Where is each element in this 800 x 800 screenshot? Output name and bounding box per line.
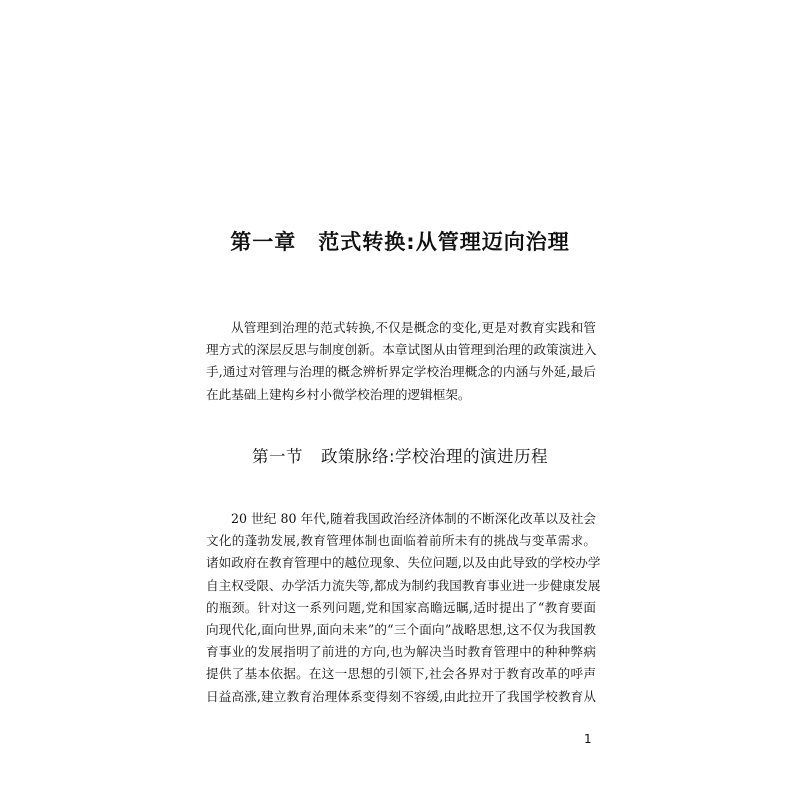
intro-line: 从管理到治理的范式转换,不仅是概念的变化,更是对教育实践和管 [231,320,596,335]
page-number: 1 [584,732,592,746]
chapter-intro [206,317,596,406]
intro-line: 理方式的深层反思与制度创新。本章试图从由管理到治理的政策演进入 [206,342,597,358]
section-title: 政策脉络:学校治理的演进历程 [320,447,549,466]
body-line: 日益高涨,建立教育治理体系变得刻不容缓,由此拉开了我国学校教育从 [206,688,596,704]
body-line: 诸如政府在教育管理中的越位现象、失位问题,以及由此导致的学校办学 [206,555,601,571]
chapter-number: 第一章 [230,230,297,254]
intro-line: 手,通过对管理与治理的概念辨析界定学校治理概念的内涵与外延,最后 [206,364,596,380]
body-paragraph [206,508,601,708]
section-number: 第一节 [251,447,303,466]
body-line: 20 世纪 80 年代,随着我国政治经济体制的不断深化改革以及社会 [231,511,596,526]
section-heading [0,443,800,467]
body-line: 的瓶颈。针对这一系列问题,党和国家高瞻远瞩,适时提出了“教育要面 [206,599,596,615]
intro-line: 在此基础上建构乡村小微学校治理的逻辑框架。 [206,386,471,402]
body-line: 自主权受限、办学活力流失等,都成为制约我国教育事业进一步健康发展 [206,577,601,593]
body-line: 育事业的发展指明了前进的方向,也为解决当时教育管理中的种种弊病 [206,644,596,660]
chapter-heading [0,226,800,256]
body-line: 文化的蓬勃发展,教育管理体制也面临着前所未有的挑战与变革需求。 [206,533,596,549]
body-line: 提供了基本依据。在这一思想的引领下,社会各界对于教育改革的呼声 [206,666,596,682]
chapter-title: 范式转换:从管理迈向治理 [318,230,570,254]
body-line: 向现代化,面向世界,面向未来”的“三个面向”战略思想,这不仅为我国教 [206,622,596,638]
